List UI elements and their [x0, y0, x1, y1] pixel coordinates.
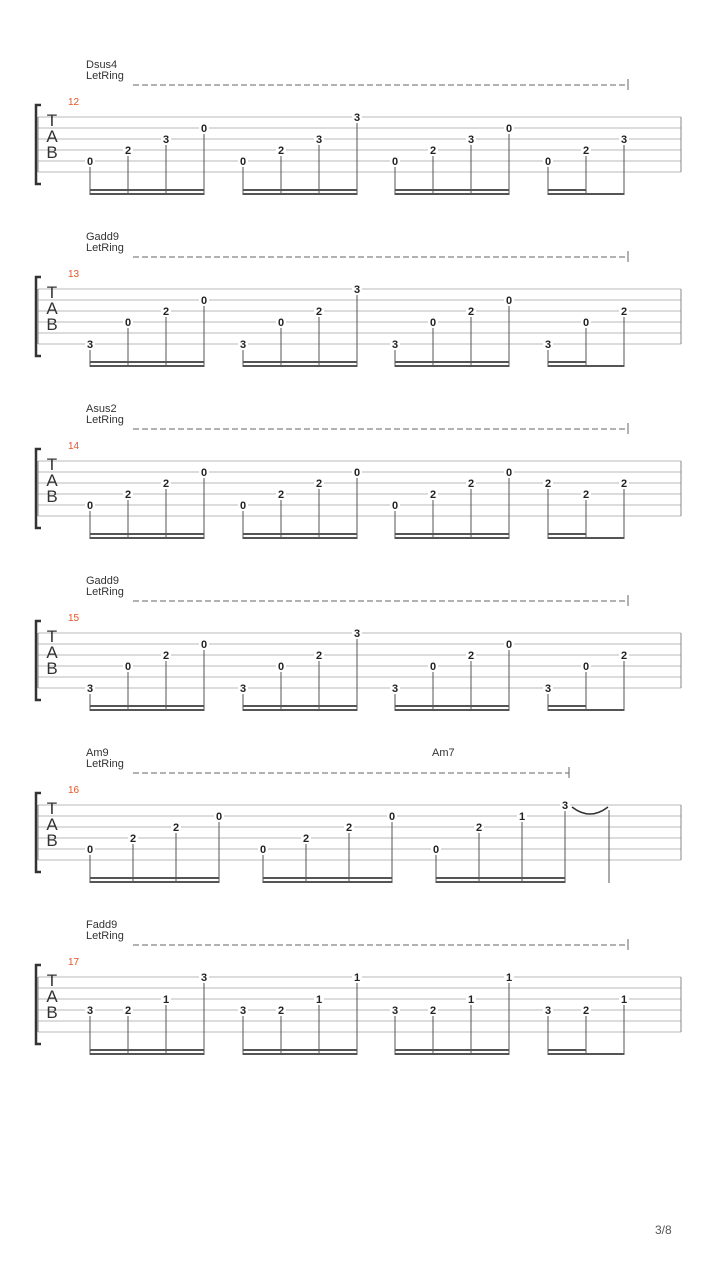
beam-secondary — [395, 365, 509, 367]
fret-number: 0 — [200, 295, 208, 307]
fret-number: 2 — [302, 833, 310, 845]
fret-number: 0 — [505, 467, 513, 479]
fret-number: 0 — [391, 500, 399, 512]
fret-number: 3 — [239, 1005, 247, 1017]
tab-clef-letter: A — [46, 815, 58, 834]
fret-number: 2 — [345, 822, 353, 834]
beam-primary — [90, 705, 204, 707]
measure-number: 15 — [68, 613, 80, 624]
fret-number: 1 — [620, 994, 628, 1006]
fret-number: 2 — [582, 145, 590, 157]
fret-number: 0 — [391, 156, 399, 168]
tab-clef-letter: B — [46, 831, 58, 850]
beam-secondary — [90, 709, 204, 711]
let-ring-label: LetRing — [86, 586, 124, 598]
fret-number: 2 — [162, 650, 170, 662]
tab-clef-letter: B — [46, 143, 58, 162]
fret-number: 0 — [429, 317, 437, 329]
fret-number: 2 — [582, 1005, 590, 1017]
fret-number: 2 — [315, 650, 323, 662]
tab-clef-letter: T — [46, 971, 58, 990]
fret-number: 0 — [259, 844, 267, 856]
beam-secondary — [395, 709, 509, 711]
fret-number: 0 — [86, 156, 94, 168]
let-ring-label: LetRing — [86, 242, 124, 254]
beam-secondary — [90, 193, 204, 195]
measure-number: 14 — [68, 441, 80, 452]
beam-secondary — [395, 537, 509, 539]
beam-primary — [243, 705, 357, 707]
tab-clef-letter: B — [46, 1003, 58, 1022]
tab-clef-letter: B — [46, 487, 58, 506]
beam-primary — [395, 189, 509, 191]
let-ring-label: LetRing — [86, 70, 124, 82]
fret-number: 3 — [561, 800, 569, 812]
fret-number: 0 — [277, 317, 285, 329]
beam-secondary — [395, 193, 509, 195]
beam-secondary — [90, 537, 204, 539]
beam-primary — [548, 1049, 586, 1051]
fret-number: 1 — [518, 811, 526, 823]
beam-primary — [395, 533, 509, 535]
fret-number: 2 — [124, 145, 132, 157]
fret-number: 2 — [467, 478, 475, 490]
tab-clef-letter: A — [46, 471, 58, 490]
fret-number: 3 — [391, 683, 399, 695]
beam-secondary — [243, 1053, 357, 1055]
fret-number: 0 — [505, 295, 513, 307]
fret-number: 3 — [353, 112, 361, 124]
fret-number: 0 — [582, 661, 590, 673]
fret-number: 1 — [315, 994, 323, 1006]
tie-arc — [572, 807, 608, 814]
fret-number: 3 — [200, 972, 208, 984]
fret-number: 0 — [505, 639, 513, 651]
fret-number: 2 — [429, 1005, 437, 1017]
fret-number: 0 — [124, 661, 132, 673]
fret-number: 3 — [315, 134, 323, 146]
beam-primary — [90, 877, 219, 879]
fret-number: 2 — [429, 145, 437, 157]
fret-number: 0 — [200, 123, 208, 135]
fret-number: 2 — [277, 1005, 285, 1017]
beam-secondary — [243, 709, 357, 711]
fret-number: 2 — [429, 489, 437, 501]
fret-number: 2 — [277, 489, 285, 501]
fret-number: 3 — [544, 339, 552, 351]
beam-secondary — [90, 881, 219, 883]
chord-name: Gadd9 — [86, 575, 120, 587]
tab-clef-letter: T — [46, 799, 58, 818]
tab-clef-letter: T — [46, 627, 58, 646]
tab-clef-letter: A — [46, 987, 58, 1006]
fret-number: 2 — [172, 822, 180, 834]
fret-number: 3 — [391, 339, 399, 351]
fret-number: 2 — [582, 489, 590, 501]
beam-secondary — [548, 537, 624, 539]
beam-secondary — [548, 1053, 624, 1055]
beam-primary — [243, 533, 357, 535]
beam-secondary — [243, 193, 357, 195]
fret-number: 0 — [200, 467, 208, 479]
page-number: 3/8 — [655, 1223, 672, 1237]
fret-number: 2 — [315, 478, 323, 490]
measure-number: 12 — [68, 97, 80, 108]
measure-number: 13 — [68, 269, 80, 280]
fret-number: 3 — [467, 134, 475, 146]
beam-secondary — [263, 881, 392, 883]
fret-number: 3 — [391, 1005, 399, 1017]
fret-number: 2 — [467, 650, 475, 662]
beam-primary — [243, 189, 357, 191]
tab-clef-letter: B — [46, 315, 58, 334]
beam-primary — [548, 705, 586, 707]
fret-number: 0 — [388, 811, 396, 823]
beam-primary — [263, 877, 392, 879]
tab-clef-letter: T — [46, 455, 58, 474]
fret-number: 0 — [429, 661, 437, 673]
fret-number: 0 — [86, 500, 94, 512]
fret-number: 2 — [475, 822, 483, 834]
tab-clef-letter: A — [46, 299, 58, 318]
beam-primary — [548, 189, 586, 191]
beam-secondary — [243, 365, 357, 367]
fret-number: 2 — [620, 650, 628, 662]
beam-primary — [548, 533, 586, 535]
beam-secondary — [90, 365, 204, 367]
fret-number: 3 — [239, 339, 247, 351]
measure-number: 17 — [68, 957, 80, 968]
fret-number: 3 — [544, 1005, 552, 1017]
beam-primary — [90, 361, 204, 363]
chord-name: Am9 — [86, 747, 109, 759]
beam-primary — [90, 189, 204, 191]
beam-secondary — [395, 1053, 509, 1055]
beam-primary — [243, 361, 357, 363]
fret-number: 0 — [86, 844, 94, 856]
fret-number: 0 — [200, 639, 208, 651]
tab-clef-letter: B — [46, 659, 58, 678]
fret-number: 2 — [620, 306, 628, 318]
beam-primary — [90, 533, 204, 535]
let-ring-label: LetRing — [86, 930, 124, 942]
beam-secondary — [243, 537, 357, 539]
fret-number: 0 — [505, 123, 513, 135]
fret-number: 3 — [620, 134, 628, 146]
fret-number: 3 — [353, 284, 361, 296]
fret-number: 2 — [315, 306, 323, 318]
beam-primary — [90, 1049, 204, 1051]
fret-number: 3 — [162, 134, 170, 146]
beam-secondary — [548, 193, 624, 195]
beam-primary — [395, 361, 509, 363]
fret-number: 2 — [277, 145, 285, 157]
tab-clef-letter: A — [46, 643, 58, 662]
fret-number: 1 — [505, 972, 513, 984]
beam-primary — [436, 877, 565, 879]
fret-number: 2 — [467, 306, 475, 318]
beam-secondary — [436, 881, 565, 883]
beam-primary — [395, 1049, 509, 1051]
chord-name: Gadd9 — [86, 231, 120, 243]
fret-number: 2 — [162, 306, 170, 318]
fret-number: 0 — [124, 317, 132, 329]
measure-number: 16 — [68, 785, 80, 796]
chord-name: Dsus4 — [86, 59, 118, 71]
fret-number: 2 — [129, 833, 137, 845]
beam-secondary — [90, 1053, 204, 1055]
fret-number: 3 — [86, 683, 94, 695]
chord-name: Fadd9 — [86, 919, 118, 931]
beam-primary — [548, 361, 586, 363]
tab-clef-letter: T — [46, 111, 58, 130]
fret-number: 0 — [215, 811, 223, 823]
tab-clef-letter: A — [46, 127, 58, 146]
fret-number: 2 — [124, 489, 132, 501]
beam-secondary — [548, 365, 624, 367]
tab-clef-letter: T — [46, 283, 58, 302]
let-ring-label: LetRing — [86, 414, 124, 426]
fret-number: 1 — [162, 994, 170, 1006]
chord-name: Am7 — [432, 747, 455, 759]
let-ring-label: LetRing — [86, 758, 124, 770]
chord-name: Asus2 — [86, 403, 117, 415]
beam-primary — [395, 705, 509, 707]
fret-number: 2 — [124, 1005, 132, 1017]
fret-number: 1 — [353, 972, 361, 984]
beam-secondary — [548, 709, 624, 711]
fret-number: 3 — [353, 628, 361, 640]
fret-number: 2 — [162, 478, 170, 490]
fret-number: 1 — [467, 994, 475, 1006]
fret-number: 3 — [86, 339, 94, 351]
fret-number: 0 — [353, 467, 361, 479]
fret-number: 0 — [277, 661, 285, 673]
fret-number: 0 — [544, 156, 552, 168]
fret-number: 0 — [582, 317, 590, 329]
beam-primary — [243, 1049, 357, 1051]
fret-number: 0 — [239, 500, 247, 512]
fret-number: 0 — [432, 844, 440, 856]
fret-number: 3 — [86, 1005, 94, 1017]
fret-number: 0 — [239, 156, 247, 168]
fret-number: 2 — [620, 478, 628, 490]
fret-number: 3 — [544, 683, 552, 695]
fret-number: 2 — [544, 478, 552, 490]
fret-number: 3 — [239, 683, 247, 695]
